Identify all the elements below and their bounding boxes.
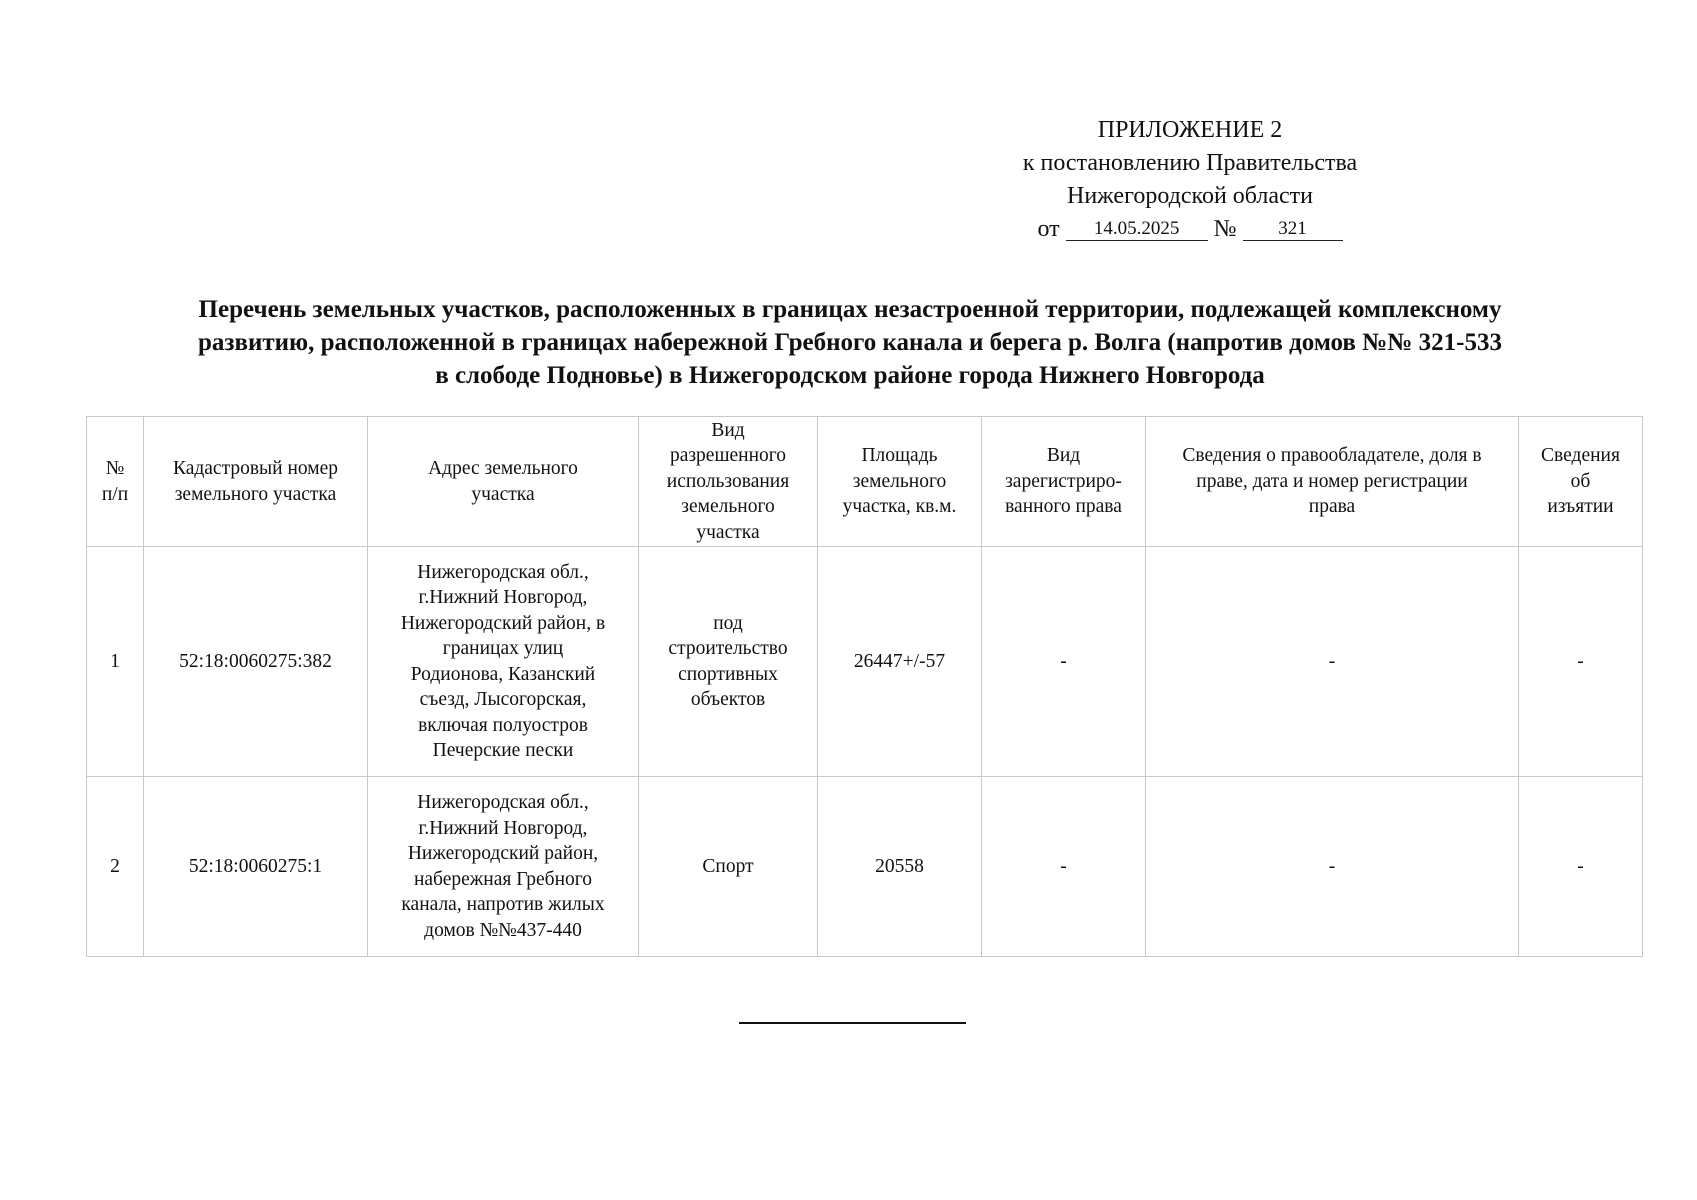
date-prefix: от bbox=[1037, 216, 1060, 242]
header-right-type: Вид зарегистриро- ванного права bbox=[982, 417, 1146, 547]
cell-number: 1 bbox=[87, 547, 144, 777]
title-line: Перечень земельных участков, расположенных в границах незастроенной территории, подлежащей комплексному bbox=[198, 296, 1502, 323]
cell-seizure-info: - bbox=[1519, 547, 1643, 777]
land-plots-table bbox=[86, 416, 1643, 957]
cell-permitted-use: под строительство спортивных объектов bbox=[639, 547, 818, 777]
appendix-date-row bbox=[960, 213, 1420, 246]
resolution-number: 321 bbox=[1243, 218, 1343, 241]
header-seizure-info: Сведения об изъятии bbox=[1519, 417, 1643, 547]
table-header-row bbox=[87, 417, 1643, 547]
title-line: в слободе Подновье) в Нижегородском районе города Нижнего Новгорода bbox=[435, 362, 1265, 389]
closing-divider bbox=[739, 1022, 966, 1024]
cell-owner-info: - bbox=[1146, 777, 1519, 957]
header-number: № п/п bbox=[87, 417, 144, 547]
header-owner-info: Сведения о правообладателе, доля в праве, дата и номер регистрации права bbox=[1146, 417, 1519, 547]
appendix-block bbox=[960, 114, 1420, 246]
header-area: Площадь земельного участка, кв.м. bbox=[818, 417, 982, 547]
cell-address: Нижегородская обл., г.Нижний Новгород, Нижегородский район, в границах улиц Родионова, Казанский съезд, Лысогорская, включая полуостров Печерские пески bbox=[368, 547, 639, 777]
appendix-reference: к постановлению Правительства bbox=[1022, 150, 1358, 176]
cell-address: Нижегородская обл., г.Нижний Новгород, Нижегородский район, набережная Гребного канала, напротив жилых домов №№437-440 bbox=[368, 777, 639, 957]
document-title bbox=[80, 293, 1620, 392]
header-permitted-use: Вид разрешенного использования земельного участка bbox=[639, 417, 818, 547]
appendix-authority: Нижегородской области bbox=[1066, 183, 1314, 209]
cell-permitted-use: Спорт bbox=[639, 777, 818, 957]
cell-area: 26447+/-57 bbox=[818, 547, 982, 777]
header-cadastral: Кадастровый номер земельного участка bbox=[144, 417, 368, 547]
resolution-date: 14.05.2025 bbox=[1066, 218, 1208, 241]
cell-owner-info: - bbox=[1146, 547, 1519, 777]
appendix-number: ПРИЛОЖЕНИЕ 2 bbox=[1097, 117, 1283, 143]
cell-cadastral: 52:18:0060275:1 bbox=[144, 777, 368, 957]
table-row bbox=[87, 777, 1643, 957]
cell-number: 2 bbox=[87, 777, 144, 957]
cell-right-type: - bbox=[982, 547, 1146, 777]
title-line: развитию, расположенной в границах набережной Гребного канала и берега р. Волга (напротив домов №№ 321-533 bbox=[198, 329, 1502, 356]
cell-seizure-info: - bbox=[1519, 777, 1643, 957]
number-sign: № bbox=[1213, 216, 1237, 242]
cell-area: 20558 bbox=[818, 777, 982, 957]
table-row bbox=[87, 547, 1643, 777]
cell-cadastral: 52:18:0060275:382 bbox=[144, 547, 368, 777]
header-address: Адрес земельного участка bbox=[368, 417, 639, 547]
cell-right-type: - bbox=[982, 777, 1146, 957]
